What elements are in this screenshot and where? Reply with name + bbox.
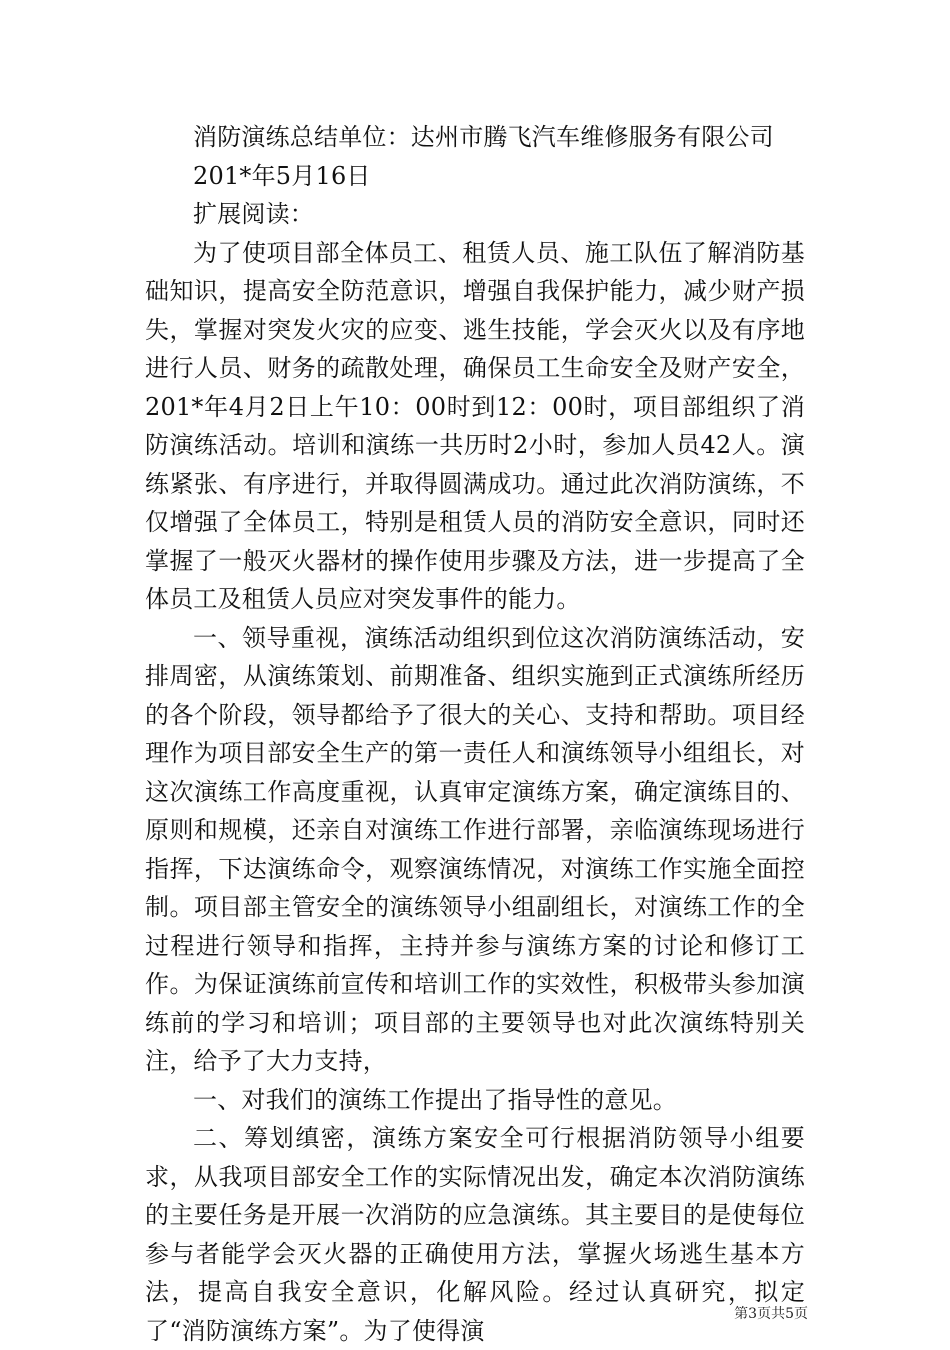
page-number-footer: 第3页共5页 xyxy=(734,1306,808,1322)
paragraph-section-1: 一、领导重视，演练活动组织到位这次消防演练活动，安排周密，从演练策划、前期准备、组织实施到正式演练所经历的各个阶段，领导都给予了很大的关心、支持和帮助。项目经理作为项目部安全生产的第一责任人和演练领导小组组长，对这次演练工作高度重视，认真审定演练方案，确定演练目的、原则和规模，还亲自对演练工作进行部署，亲临演练现场进行指挥，下达演练命令，观察演练情况，对演练工作实施全面控制。项目部主管安全的演练领导小组副组长，对演练工作的全过程进行领导和指挥，主持并参与演练方案的讨论和修订工作。为保证演练前宣传和培训工作的实效性，积极带头参加演练前的学习和培训；项目部的主要领导也对此次演练特别关注，给予了大力支持， xyxy=(145,623,805,1075)
document-body xyxy=(145,118,805,1350)
paragraph-section-2: 二、筹划缜密，演练方案安全可行根据消防领导小组要求，从我项目部安全工作的实际情况出发，确定本次消防演练的主要任务是开展一次消防的应急演练。其主要目的是使每位参与者能学会灭火器的正确使用方法，掌握火场逃生基本方法，提高自我安全意识，化解风险。经过认真研究，拟定了“消防演练方案”。为了使得演 xyxy=(145,1124,805,1345)
paragraph-intro: 为了使项目部全体员工、租赁人员、施工队伍了解消防基础知识，提高安全防范意识，增强自我保护能力，减少财产损失，掌握对突发火灾的应变、逃生技能，学会灭火以及有序地进行人员、财务的疏散处理，确保员工生命安全及财产安全，201*年4月2日上午10：00时到12：00时，项目部组织了消防演练活动。培训和演练一共历时2小时，参加人员42人。演练紧张、有序进行，并取得圆满成功。通过此次消防演练，不仅增强了全体员工，特别是租赁人员的消防安全意识，同时还掌握了一般灭火器材的操作使用步骤及方法，进一步提高了全体员工及租赁人员应对突发事件的能力。 xyxy=(145,238,805,613)
paragraph-section-1-note: 一、对我们的演练工作提出了指导性的意见。 xyxy=(193,1085,677,1114)
extended-reading-label: 扩展阅读： xyxy=(193,200,314,228)
date-line: 201*年5月16日 xyxy=(193,161,371,190)
title-line: 消防演练总结单位：达州市腾飞汽车维修服务有限公司 xyxy=(193,123,774,151)
